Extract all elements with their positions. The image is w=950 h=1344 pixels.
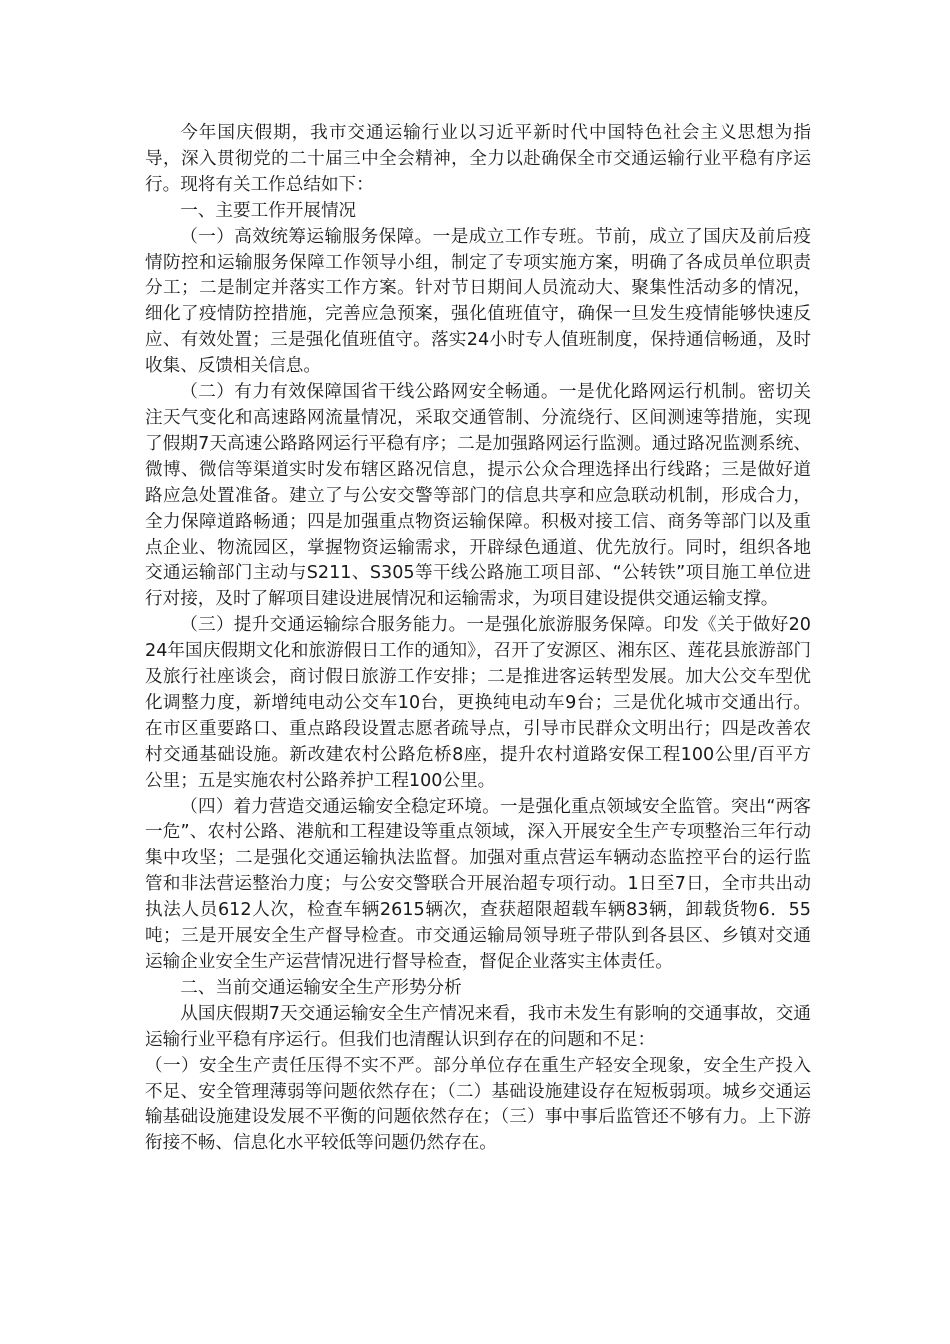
paragraph-service-capability: （三）提升交通运输综合服务能力。一是强化旅游服务保障。印发《关于做好2024年国庆假期文化和旅游假日工作的通知》，召开了安源区、湘东区、莲花县旅游部门及旅行社座谈会，商讨假日旅游工作安排；二是推进客运转型发展。加大公交车型优化调整力度，新增纯电动公交车10台，更换纯电动车9台；三是优化城市交通出行。在市区重要路口、重点路段设置志愿者疏导点，引导市民群众文明出行；四是改善农村交通基础设施。新改建农村公路危桥8座，提升农村道路安保工程100公里/百平方公里；五是实施农村公路养护工程100公里。 <box>145 615 811 791</box>
paragraph-highway-network: （二）有力有效保障国省干线公路网安全畅通。一是优化路网运行机制。密切关注天气变化和高速路网流量情况，采取交通管制、分流绕行、区间测速等措施，实现了假期7天高速公路路网运行平稳有序；二是加强路网运行监测。通过路况监测系统、微博、微信等渠道实时发布辖区路况信息，提示公众合理选择出行线路；三是做好道路应急处置准备。建立了与公安交警等部门的信息共享和应急联动机制，形成合力，全力保障道路畅通；四是加强重点物资运输保障。积极对接工信、商务等部门以及重点企业、物流园区，掌握物资运输需求，开辟绿色通道、优先放行。同时，组织各地交通运输部门主动与S211、S305等干线公路施工项目部、“公转铁”项目施工单位进行对接，及时了解项目建设进展情况和运输需求，为项目建设提供交通运输支撑。 <box>145 382 811 610</box>
paragraph-safety-overview: 从国庆假期7天交通运输安全生产情况来看，我市未发生有影响的交通事故，交通运输行业平稳有序运行。但我们也清醒认识到存在的问题和不足： <box>145 1003 811 1050</box>
document-body <box>145 121 811 1157</box>
intro-paragraph: 今年国庆假期，我市交通运输行业以习近平新时代中国特色社会主义思想为指导，深入贯彻党的二十届三中全会精神，全力以赴确保全市交通运输行业平稳有序运行。现将有关工作总结如下： <box>145 123 811 195</box>
paragraph-transport-service: （一）高效统筹运输服务保障。一是成立工作专班。节前，成立了国庆及前后疫情防控和运输服务保障工作领导小组，制定了专项实施方案，明确了各成员单位职责分工；二是制定并落实工作方案。针对节日期间人员流动大、聚集性活动多的情况，细化了疫情防控措施，完善应急预案，强化值班值守，确保一旦发生疫情能够快速反应、有效处置；三是强化值班值守。落实24小时专人值班制度，保持通信畅通，及时收集、反馈相关信息。 <box>145 226 811 377</box>
section-heading-safety-analysis: 二、当前交通运输安全生产形势分析 <box>180 977 462 998</box>
section-heading-main-work: 一、主要工作开展情况 <box>180 200 357 221</box>
paragraph-safety-environment: （四）着力营造交通运输安全稳定环境。一是强化重点领域安全监管。突出“两客一危”、农村公路、港航和工程建设等重点领域，深入开展安全生产专项整治三年行动集中攻坚；二是强化交通运输执法监督。加强对重点营运车辆动态监控平台的运行监管和非法营运整治力度；与公安交警联合开展治超专项行动。1日至7日，全市共出动执法人员612人次，检查车辆2615辆次，查获超限超载车辆83辆，卸载货物6．55吨；三是开展安全生产督导检查。市交通运输局领导班子带队到各县区、乡镇对交通运输企业安全生产运营情况进行督导检查，督促企业落实主体责任。 <box>145 796 811 972</box>
paragraph-problems: （一）安全生产责任压得不实不严。部分单位存在重生产轻安全现象，安全生产投入不足、安全管理薄弱等问题依然存在；（二）基础设施建设存在短板弱项。城乡交通运输基础设施建设发展不平衡的问题依然存在；（三）事中事后监管还不够有力。上下游衔接不畅、信息化水平较低等问题仍然存在。 <box>145 1055 811 1154</box>
